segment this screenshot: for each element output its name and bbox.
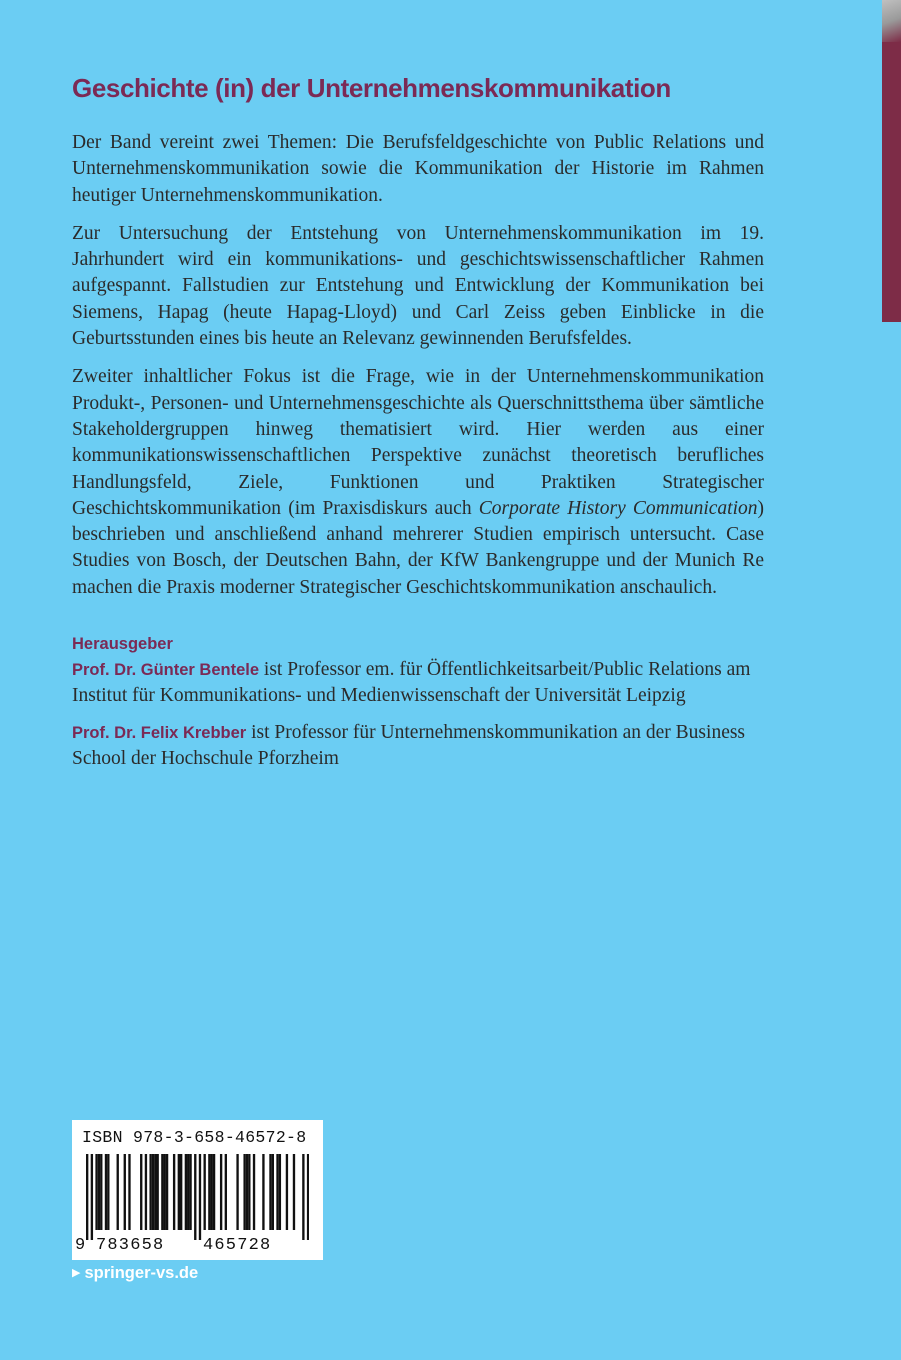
- barcode-bar: [243, 1154, 245, 1230]
- editor-name-1: Prof. Dr. Günter Bentele: [72, 661, 260, 680]
- blurb-paragraph-1: Der Band vereint zwei Themen: Die Berufsfeldgeschichte von Public Relations und Unternehmenskommunikation sowie die Kommunikation der Historie im Rahmen heutiger Unternehmenskommunikation.: [72, 132, 764, 206]
- barcode-bar: [225, 1154, 227, 1230]
- editor-bio-2: [72, 720, 764, 773]
- barcode-bar: [164, 1154, 166, 1230]
- barcode-bar: [307, 1154, 309, 1240]
- barcode-bar: [180, 1154, 182, 1230]
- blurb-paragraph-3: [72, 364, 764, 601]
- barcode-bar: [187, 1154, 189, 1230]
- barcode-bar: [236, 1154, 238, 1230]
- website-link[interactable]: springer-vs.de: [84, 1264, 199, 1282]
- editors-heading: Herausgeber: [72, 635, 173, 654]
- publisher-website[interactable]: [72, 1264, 198, 1283]
- barcode-bar: [204, 1154, 206, 1230]
- barcode-bar: [208, 1154, 210, 1230]
- barcode-bar: [286, 1154, 288, 1230]
- spine-color-strip: [882, 0, 901, 322]
- barcode-bar: [105, 1154, 107, 1230]
- barcode-bar: [276, 1154, 278, 1230]
- book-title: Geschichte (in) der Unternehmenskommunikation: [72, 73, 671, 103]
- barcode-bar: [189, 1154, 191, 1230]
- barcode-bar: [91, 1154, 93, 1240]
- barcode-bar: [246, 1154, 248, 1230]
- editor-description-2: ist Professor für Unternehmenskommunikation an der Business School der Hochschule Pforzheim: [72, 721, 746, 769]
- barcode-bar: [173, 1154, 175, 1230]
- barcode-bar: [178, 1154, 180, 1230]
- barcode-bar: [145, 1154, 147, 1230]
- barcode-bar: [185, 1154, 187, 1230]
- barcode-bar: [272, 1154, 274, 1230]
- barcode-bar: [152, 1154, 154, 1230]
- barcode-bar: [98, 1154, 100, 1230]
- barcode-bar: [161, 1154, 163, 1230]
- barcode-bar: [128, 1154, 130, 1230]
- back-cover-content: [72, 72, 764, 782]
- arrow-right-icon: ▶: [72, 1267, 81, 1279]
- barcode-bar: [253, 1154, 255, 1230]
- barcode-bar: [220, 1154, 222, 1230]
- barcode-bar: [149, 1154, 151, 1230]
- barcode-bar: [140, 1154, 142, 1230]
- barcode-bar: [166, 1154, 168, 1230]
- barcode-bar: [107, 1154, 109, 1230]
- barcode-bar: [269, 1154, 271, 1230]
- barcode-bar: [293, 1154, 295, 1230]
- barcode-bar: [194, 1154, 196, 1240]
- editor-description-1: ist Professor em. für Öffentlichkeitsarbeit/Public Relations am Institut für Kommunikations- und Medienwissenschaft der Universität Leipzig: [72, 659, 751, 707]
- barcode-bar: [154, 1154, 156, 1230]
- barcode-bar: [157, 1154, 159, 1230]
- barcode-bar: [279, 1154, 281, 1230]
- barcode-digit-first: 9: [75, 1236, 86, 1255]
- barcode-digits-right: 465728: [203, 1236, 272, 1255]
- blurb-paragraph-3-text-b: ) beschrieben und anschließend anhand mehrerer Studien empirisch untersucht. Case Studies von Bosch, der Deutschen Bahn, der KfW Bankengruppe und der Munich Re machen die Praxis moderner Strategischer Geschichtskommunikation anschaulich.: [72, 497, 764, 598]
- blurb-paragraph-3-text-a: Zweiter inhaltlicher Fokus ist die Frage, wie in der Unternehmenskommunikation Produkt-, Personen- und Unternehmensgeschichte als Querschnittsthema über sämtliche Stakeholdergruppen hinweg thematisiert wird. Hier werden aus einer kommunikationswissenschaftlichen Perspektive zunächst theoretisch berufliches Handlungsfeld, Ziele, Funktionen und Praktiken Strategischer Geschichtskommunikation (im Praxisdiskurs auch: [72, 366, 764, 519]
- barcode-graphic: [86, 1154, 309, 1240]
- editor-name-2: Prof. Dr. Felix Krebber: [72, 723, 247, 742]
- barcode-bar: [95, 1154, 97, 1230]
- isbn-label: ISBN 978-3-658-46572-8: [82, 1128, 307, 1147]
- editor-bio-1: [72, 657, 764, 710]
- barcode-bar: [117, 1154, 119, 1230]
- barcode-digits-left: 783658: [96, 1236, 165, 1255]
- barcode-bar: [248, 1154, 250, 1230]
- blurb-paragraph-3-italic: Corporate History Communication: [478, 497, 758, 519]
- barcode-bar: [302, 1154, 304, 1240]
- barcode-bar: [213, 1154, 215, 1230]
- barcode-bar: [262, 1154, 264, 1230]
- barcode-bar: [124, 1154, 126, 1230]
- barcode-bar: [100, 1154, 102, 1230]
- blurb-paragraph-2: Zur Untersuchung der Entstehung von Unternehmenskommunikation im 19. Jahrhundert wird ein kommunikations- und geschichtswissenschaftlicher Rahmen aufgespannt. Fallstudien zur Entstehung und Entwicklung der Kommunikation bei Siemens, Hapag (heute Hapag-Lloyd) und Carl Zeiss geben Einblicke in die Geburtsstunden eines bis heute an Relevanz gewinnenden Berufsfeldes.: [72, 222, 764, 350]
- barcode-bar: [199, 1154, 201, 1240]
- isbn-barcode-box: [72, 1120, 323, 1260]
- barcode-bar: [211, 1154, 213, 1230]
- barcode-bar: [86, 1154, 88, 1240]
